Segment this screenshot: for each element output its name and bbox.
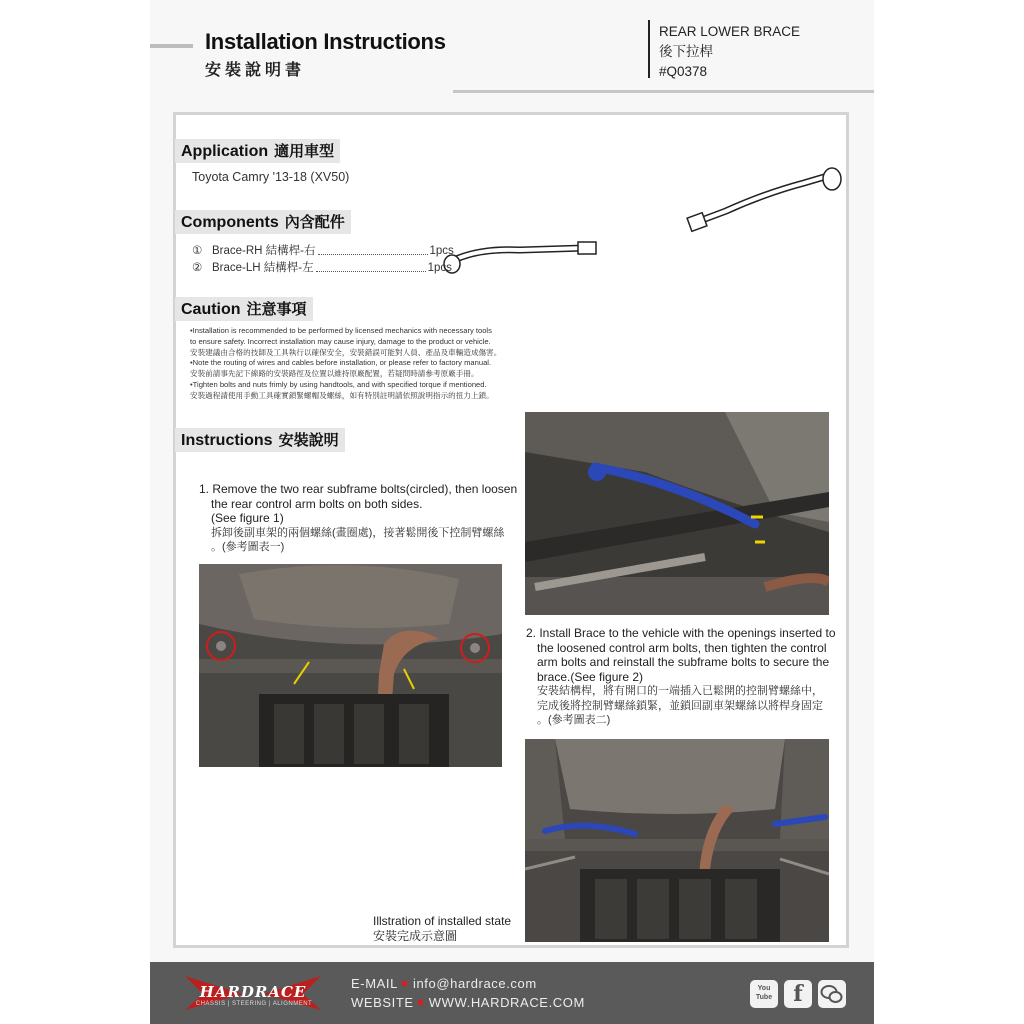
document-title-cn: 安裝說明書 [205, 60, 306, 79]
component-item-lh [192, 259, 452, 275]
email-line [351, 976, 537, 991]
caution-line: to ensure safety. Incorrect installation may cause injury, damage to the product or vehicle. [190, 336, 491, 346]
step-1-line: (See figure 1) [211, 511, 284, 525]
email-label: E-MAIL [351, 976, 398, 991]
document-title: Installation Instructions [205, 29, 446, 54]
product-code: #Q0378 [659, 64, 708, 79]
website-line [351, 995, 585, 1010]
step-2-line-cn: 安裝結構桿，將有開口的一端插入已鬆開的控制臂螺絲中， [537, 685, 823, 697]
vehicle-application: Toyota Camry '13-18 (XV50) [192, 170, 350, 184]
step-2-line: 2. Install Brace to the vehicle with the openings inserted to [526, 626, 836, 640]
installed-state-caption [373, 914, 511, 944]
caution-line: 安裝過程請使用手動工具確實鎖緊螺帽及螺絲，如有特別註明請依照說明指示的扭力上鎖。 [190, 390, 494, 400]
youtube-icon[interactable] [750, 980, 778, 1008]
component-qty: 1pcs [429, 245, 454, 257]
components-heading-cn: 內含配件 [284, 213, 345, 231]
header-divider [648, 20, 650, 78]
installed-caption-en: Illstration of installed state [373, 914, 512, 928]
figure-1-illustration [199, 564, 502, 767]
logo-brand-text: HARDRACE [199, 983, 307, 1001]
step-1-line-cn: 。(參考圖表一) [211, 541, 285, 553]
product-info [659, 22, 800, 82]
bullet-square-icon [402, 981, 407, 986]
step-2-line-cn: 完成後將控制臂螺絲鎖緊，並鎖回副車架螺絲以將桿身固定 [537, 699, 823, 712]
components-heading [175, 210, 351, 234]
figure-2-illustration [525, 412, 829, 615]
wechat-icon[interactable] [818, 980, 846, 1008]
step-2-line: brace.(See figure 2) [537, 669, 644, 684]
caution-line: •Tighten bolts and nuts frimly by using handtools, and with specified torque if mentioned. [190, 379, 487, 389]
wechat-glyph [818, 980, 846, 1008]
components-heading-en: Components [181, 214, 279, 231]
caution-heading-en: Caution [181, 301, 241, 318]
instructions-heading [175, 428, 345, 452]
component-item-rh [192, 242, 454, 258]
application-heading-en: Application [181, 143, 269, 160]
step-2-line: arm bolts and reinstall the subframe bolts to secure the [537, 655, 830, 669]
header-rule-left [150, 44, 193, 48]
caution-text [190, 326, 560, 402]
caution-line: •Note the routing of wires and cables before installation, or please refer to factory manual. [190, 358, 492, 368]
application-heading [175, 139, 340, 163]
step-2-text [526, 626, 836, 728]
leader-dots [316, 263, 426, 272]
youtube-text: You Tube [755, 985, 773, 1001]
product-name-cn: 後下拉桿 [659, 44, 713, 59]
installed-state-photo [525, 739, 829, 942]
brace-rh-illustration [686, 163, 846, 238]
instructions-heading-cn: 安裝說明 [278, 431, 339, 449]
header-rule-right [453, 90, 874, 93]
installed-caption-cn: 安裝完成示意圖 [373, 929, 458, 943]
step-2-line-cn: 。(參考圖表二) [537, 714, 611, 726]
step-1-line: 1. Remove the two rear subframe bolts(circled), then loosen [199, 482, 518, 496]
step-2-line: the loosened control arm bolts, then tighten the control [537, 640, 827, 655]
component-name: Brace-LH 結構桿-左 [212, 262, 314, 274]
caution-line: 安裝建議由合格的技師及工具執行以確保安全，安裝錯誤可能對人員、產品及車輛造成傷害。 [190, 347, 502, 357]
hardrace-logo [183, 972, 323, 1017]
logo-tagline: CHASSIS | STEERING | ALIGNMENT [195, 1001, 313, 1007]
component-number: ① [192, 245, 203, 257]
leader-dots [318, 246, 428, 255]
installed-state-illustration [525, 739, 829, 942]
caution-line: •Installation is recommended to be performed by licensed mechanics with necessary tools [190, 326, 492, 335]
component-number: ② [192, 262, 203, 274]
figure-2-photo [525, 412, 829, 615]
brace-lh-illustration [440, 238, 600, 278]
step-1-line-cn: 拆卸後副車架的兩個螺絲(畫圈處)，接著鬆開後下控制臂螺絲 [211, 526, 505, 539]
caution-heading-cn: 注意事項 [246, 300, 307, 318]
facebook-icon[interactable]: f [784, 980, 812, 1008]
website-link[interactable]: WWW.HARDRACE.COM [428, 995, 585, 1010]
caution-heading [175, 297, 313, 321]
application-heading-cn: 適用車型 [274, 142, 335, 160]
bullet-square-icon [418, 1000, 423, 1005]
component-name: Brace-RH 結構桿-右 [212, 245, 316, 257]
step-1-line: the rear control arm bolts on both sides. [211, 496, 423, 511]
website-label: WEBSITE [351, 995, 414, 1010]
caution-line: 安裝前請事先記下線路的安裝路徑及位置以維持原廠配置，若疑問時請參考原廠手冊。 [190, 369, 479, 379]
step-1-text [199, 482, 519, 555]
instructions-heading-en: Instructions [181, 432, 273, 449]
product-name: REAR LOWER BRACE [659, 24, 801, 39]
email-link[interactable]: info@hardrace.com [412, 976, 537, 991]
figure-1-photo [199, 564, 502, 767]
component-qty: 1pcs [427, 262, 452, 274]
